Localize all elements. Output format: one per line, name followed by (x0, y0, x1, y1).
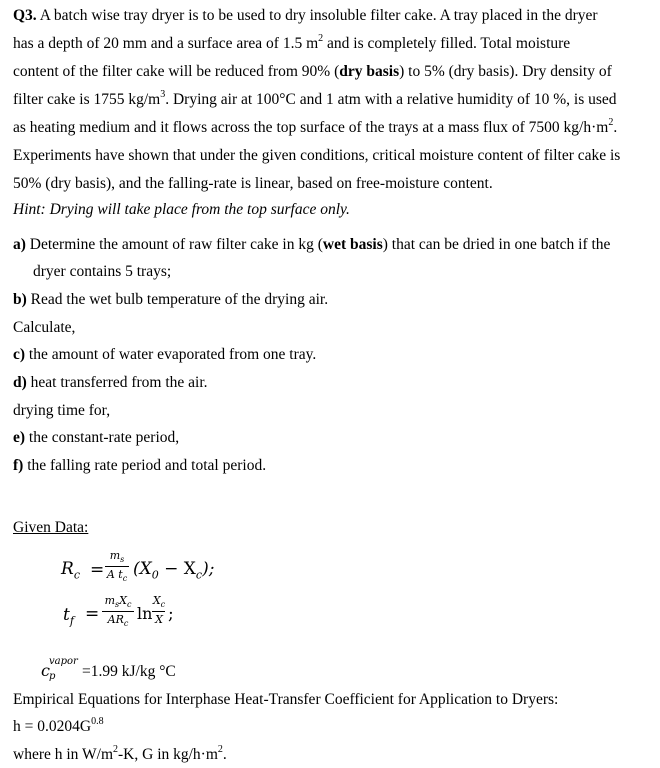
cp-subscript: p (49, 671, 56, 682)
given-data-heading: Given Data: (13, 519, 89, 536)
eq2-fraction-bar (102, 611, 134, 612)
cp-symbol: c (41, 661, 50, 680)
question-line-4: filter cake is 1755 $kg/m^3$. Drying air at 100°C and 1 atm with a relative humidity of 10 %, is used (13, 88, 617, 108)
h-equation: $h = 0.0204G^{0.8}$ (13, 715, 104, 735)
eq2-denominator: $AR_c$ (107, 613, 129, 629)
eq2-ln: ln (137, 604, 153, 623)
hint-line: Hint: Drying will take place from the top surface only. (13, 201, 350, 218)
question-line-3: content of the filter cake will be reduced from 90% (dry basis) to 5% (dry basis). Dry density of (13, 63, 612, 80)
question-line-6: Experiments have shown that under the given conditions, critical moisture content of filter cake is (13, 147, 621, 164)
part-c-line: c) the amount of water evaporated from one tray. (13, 346, 317, 363)
cp-value: =1.99 kJ/kg °C (82, 663, 176, 680)
eq1-fraction-bar (105, 566, 129, 567)
eq1-numerator: $m_s$ (109, 549, 125, 565)
eq1-rhs: $(X_0 - X_c)$; (133, 559, 215, 582)
part-b-line: b) Read the wet bulb temperature of the drying air. (13, 291, 329, 308)
eq1-equals: = (90, 560, 105, 580)
eq2-equals: = (85, 604, 100, 624)
drying-time-line: drying time for, (13, 402, 111, 419)
question-line-5: as heating medium and it flows across the top surface of the trays at a mass flux of 7500 $kg/h\cdot m^2$. (13, 116, 618, 136)
eq2-ln-numerator: $X_c$ (152, 594, 166, 610)
calculate-line: Calculate, (13, 319, 76, 336)
empirical-heading: Empirical Equations for Interphase Heat-Transfer Coefficient for Application to Dryers: (13, 691, 559, 708)
eq2-lhs: $t_f$ (63, 605, 74, 628)
eq2-end: ; (168, 604, 174, 624)
eq2-ln-denominator: X (155, 613, 163, 626)
question-line-1: Q3. A batch wise tray dryer is to be used to dry insoluble filter cake. A tray placed in the dryer (13, 7, 598, 24)
eq2-numerator: $m_sX_c$ (104, 594, 132, 610)
part-d-line: d) heat transferred from the air. (13, 374, 208, 391)
part-e-line: e) the constant-rate period, (13, 429, 180, 446)
question-line-2: has a depth of 20 mm and a surface area of 1.5 $m^2$ and is completely filled. Total moisture (13, 32, 571, 52)
eq2-ln-fraction-bar (152, 611, 165, 612)
eq1-denominator: A $t_c$ (106, 568, 128, 584)
part-a-line-1: a) Determine the amount of raw filter cake in kg (wet basis) that can be dried in one batch if the (13, 236, 611, 253)
part-a-line-2: dryer contains 5 trays; (33, 263, 172, 280)
part-f-line: f) the falling rate period and total period. (13, 457, 267, 474)
question-label: Q3. (13, 7, 37, 24)
eq1-lhs: $R_c$ (61, 559, 80, 582)
question-line-7: 50% (dry basis), and the falling-rate is linear, based on free-moisture content. (13, 175, 493, 192)
cp-superscript: vapor (49, 656, 78, 667)
units-line: where h in $W/m^2-K$, G in $kg/h\cdot m^2$. (13, 743, 227, 763)
